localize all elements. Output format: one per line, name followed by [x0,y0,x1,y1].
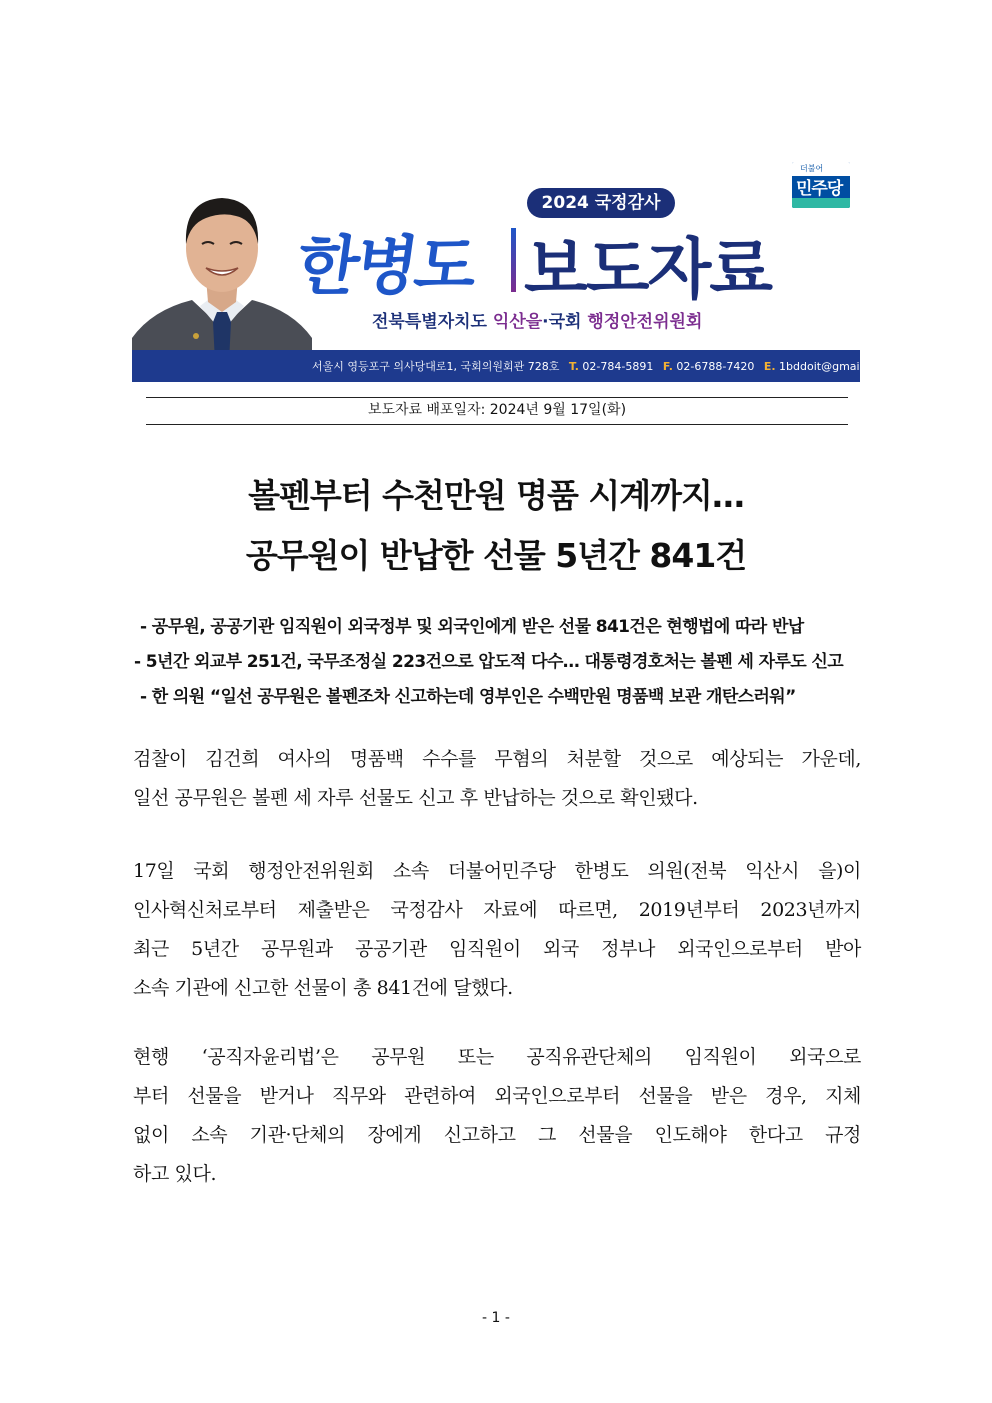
headline-line-1: 볼펜부터 수천만원 명품 시계까지… [248,476,744,515]
body-paragraph-3 [133,1038,861,1194]
summary-item: - 5년간 외교부 251건, 국무조정실 223건으로 압도적 다수… 대통령경호처는 볼펜 세 자루도 신고 [134,652,844,672]
email-address: 1bddoit@gmail.com [779,360,890,373]
summary-item: - 한 의원 “일선 공무원은 볼펜조차 신고하는데 영부인은 수백만원 명품백 보관 개탄스러워” [140,687,796,707]
headline-line-2: 공무원이 반납한 선물 5년간 841건 [245,536,747,575]
fax-number: 02-6788-7420 [676,360,755,373]
release-date: 보도자료 배포일자: 2024년 9월 17일(화) [367,402,627,418]
body-line: 검찰이 김건희 여사의 명품백 수수를 무혐의 처분할 것으로 예상되는 가운데, [133,748,861,770]
lawmaker-name: 한병도 [291,229,479,304]
affiliation-committee: 행정안전위원회 [587,312,703,332]
date-bottom-rule [146,424,848,425]
body-line: 하고 있다. [133,1163,217,1185]
lawmaker-photo [132,160,312,382]
body-line: 17일 국회 행정안전위원회 소속 더불어민주당 한병도 의원(전북 익산시 을)이 [133,860,861,882]
contact-info [312,358,890,374]
party-logo-small-text: 더불어 [800,164,824,173]
affiliation-separator: ·국회 [542,312,582,332]
body-line: 일선 공무원은 볼펜 세 자루 선물도 신고 후 반납하는 것으로 확인됐다. [133,787,698,809]
body-paragraph-1 [133,740,861,818]
office-address: 서울시 영등포구 의사당대로1, 국회의원회관 728호 [312,360,560,373]
banner-divider [511,228,516,292]
party-logo [792,162,850,208]
body-line: 부터 선물을 받거나 직무와 관련하여 외국인으로부터 선물을 받은 경우, 지체 [133,1085,861,1107]
summary-item: - 공무원, 공공기관 임직원이 외국정부 및 외국인에게 받은 선물 841건은 현행법에 따라 반납 [140,617,804,637]
affiliation-region: 전북특별자치도 [372,312,487,332]
body-line: 소속 기관에 신고한 선물이 총 841건에 달했다. [133,977,513,999]
affiliation-line [372,307,702,332]
page-number: - 1 - [482,1310,510,1326]
contact-bar [132,350,890,382]
email-label: E. [763,360,776,373]
press-release-title: 보도자료 [524,231,772,308]
affiliation-district: 익산을 [492,312,543,332]
audit-label-badge: 2024 국정감사 [527,188,675,218]
party-logo-text: 민주당 [796,179,843,199]
body-line: 최근 5년간 공무원과 공공기관 임직원이 외국 정부나 외국인으로부터 받아 [133,938,861,960]
tel-label: T. [568,360,579,373]
body-line: 없이 소속 기관·단체의 장에게 신고하고 그 선물을 인도해야 한다고 규정 [133,1124,861,1146]
fax-label: F. [662,360,673,373]
tel-number: 02-784-5891 [582,360,654,373]
press-release-banner [132,160,890,382]
body-line: 현행 ‘공직자윤리법’은 공무원 또는 공직유관단체의 임직원이 외국으로 [133,1046,861,1068]
body-line: 인사혁신처로부터 제출받은 국정감사 자료에 따르면, 2019년부터 2023년까지 [133,899,861,921]
body-paragraph-2 [133,852,861,1008]
